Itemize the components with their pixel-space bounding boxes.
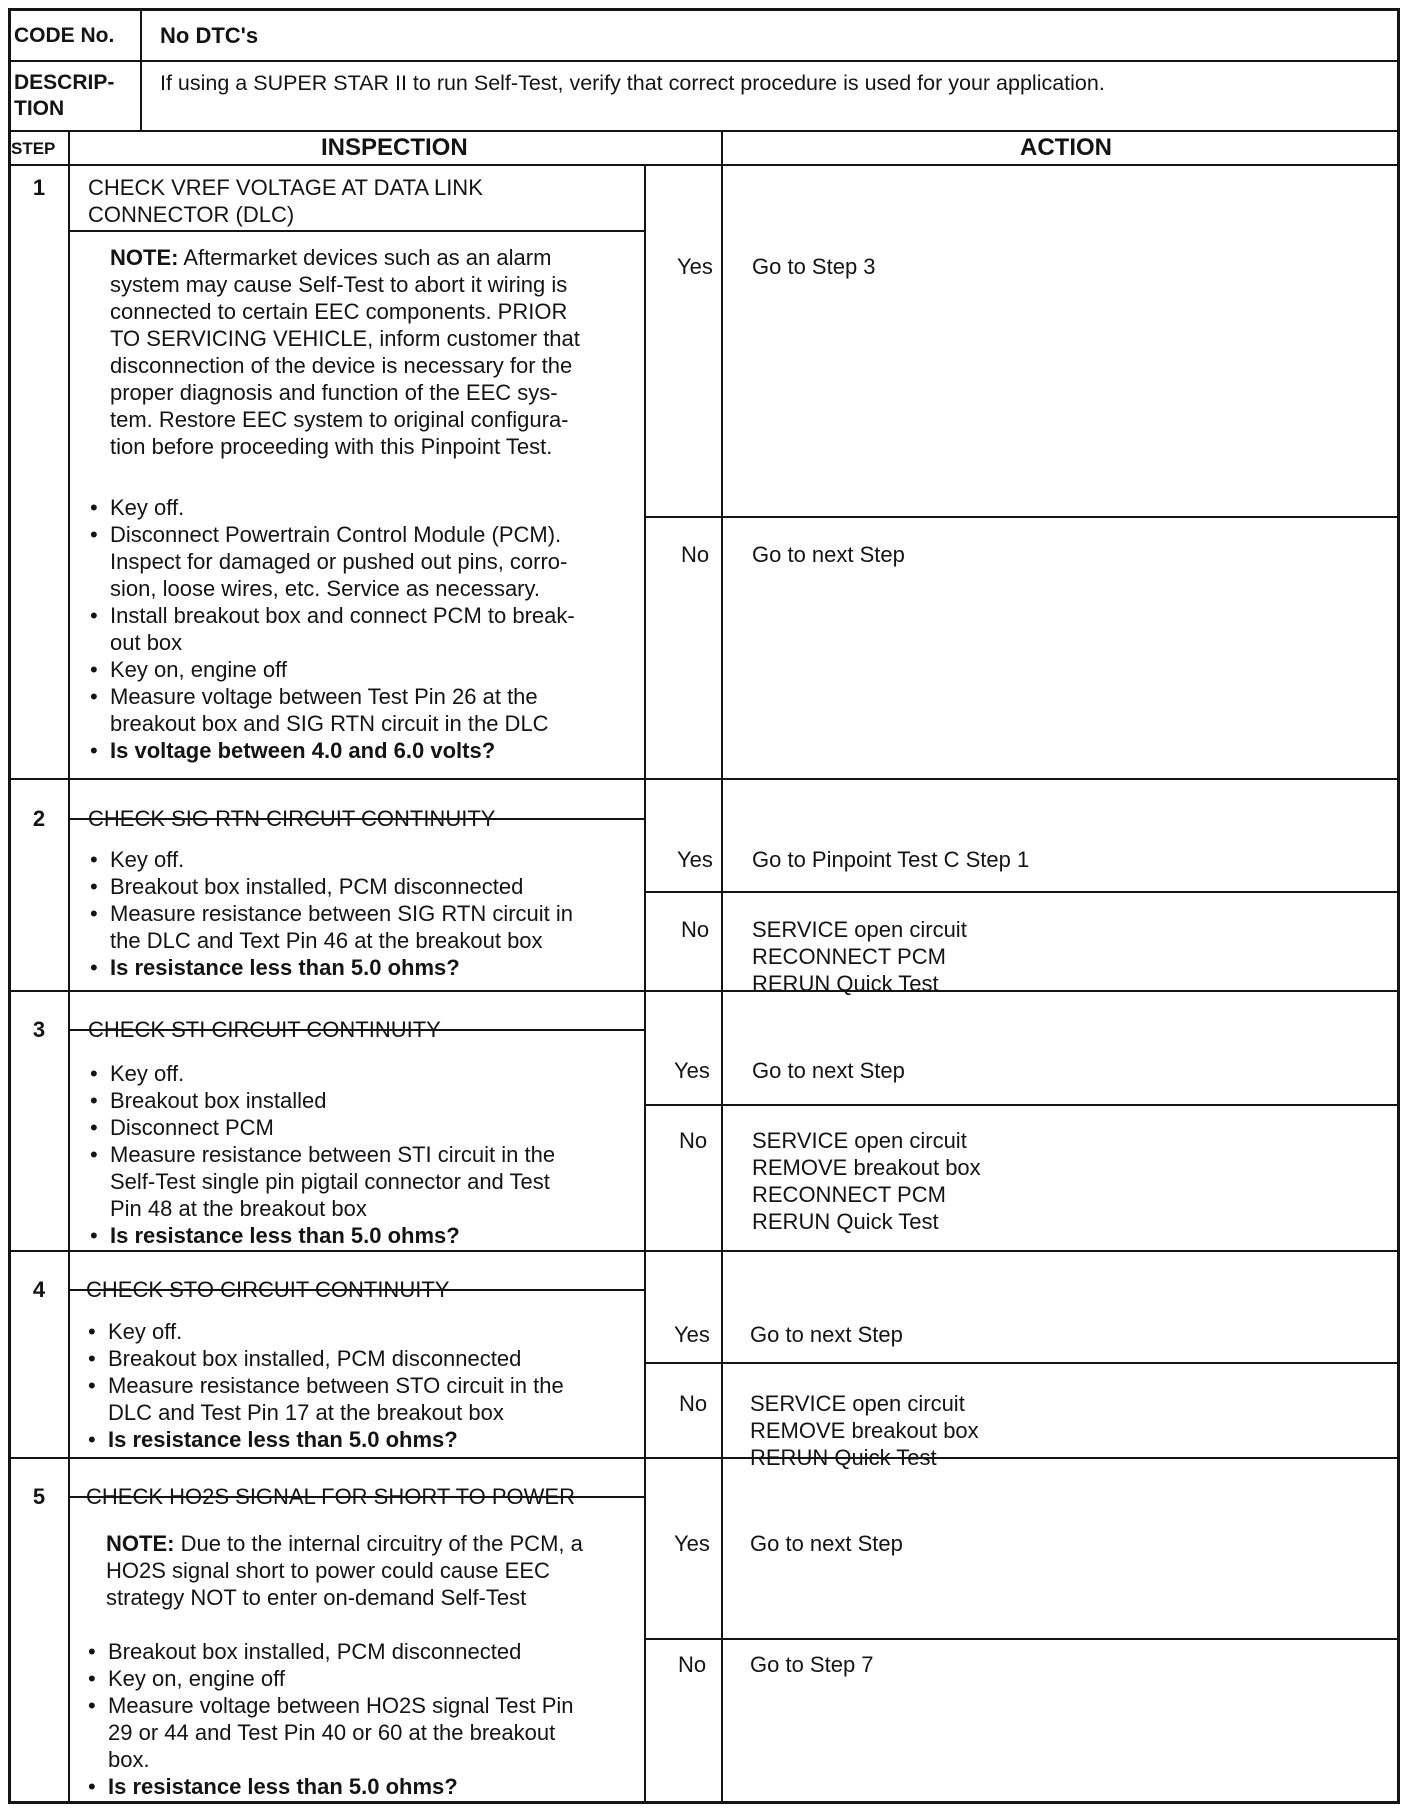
step-number-1: 1 bbox=[32, 175, 46, 200]
step-5-note: NOTE: Due to the internal circuitry of the PCM, a HO2S signal short to power could cause EEC strategy NOT to enter on-demand Self-Test bbox=[106, 1531, 583, 1610]
list-item: • Breakout box installed, PCM disconnected bbox=[90, 874, 524, 899]
frame-right bbox=[1397, 8, 1400, 1804]
question: • Is resistance less than 5.0 ohms? bbox=[90, 955, 460, 980]
step-2-bullets bbox=[88, 846, 573, 981]
step-3-yes-action: Go to next Step bbox=[752, 1058, 905, 1083]
rule-title-1 bbox=[69, 230, 645, 232]
frame-left bbox=[8, 8, 11, 1804]
step-3-no-action: SERVICE open circuit REMOVE breakout box RECONNECT PCM RERUN Quick Test bbox=[752, 1128, 981, 1234]
column-action: ACTION bbox=[1020, 134, 1112, 161]
step-number-4: 4 bbox=[32, 1277, 46, 1302]
list-item: • Measure voltage between HO2S signal Test Pin 29 or 44 and Test Pin 40 or 60 at the breakout box. bbox=[88, 1693, 574, 1772]
step-1-bullets bbox=[88, 494, 575, 764]
question: • Is voltage between 4.0 and 6.0 volts? bbox=[90, 738, 496, 763]
list-item: • Key off. bbox=[88, 1319, 183, 1344]
step-2-title: CHECK SIG RTN CIRCUIT CONTINUITY bbox=[88, 806, 496, 831]
step-1-yes-action: Go to Step 3 bbox=[752, 254, 876, 279]
question: • Is resistance less than 5.0 ohms? bbox=[88, 1774, 458, 1799]
step-3-no-label: No bbox=[679, 1128, 708, 1153]
rule-step-4 bbox=[8, 1250, 1400, 1252]
question: • Is resistance less than 5.0 ohms? bbox=[90, 1223, 460, 1248]
code-value: No DTC's bbox=[160, 23, 259, 48]
column-step: STEP bbox=[11, 139, 56, 158]
rule-step-5 bbox=[8, 1457, 1400, 1459]
step-1-no-action: Go to next Step bbox=[752, 542, 905, 567]
question: • Is resistance less than 5.0 ohms? bbox=[88, 1427, 458, 1452]
step-4-yes-action: Go to next Step bbox=[750, 1322, 903, 1347]
step-5-bullets bbox=[86, 1638, 574, 1800]
step-number-2: 2 bbox=[32, 806, 46, 831]
rule-code bbox=[8, 60, 1400, 62]
list-item: • Key off. bbox=[90, 495, 185, 520]
step-1-yes-label: Yes bbox=[677, 254, 713, 279]
step-1-note: NOTE: Aftermarket devices such as an alarm system may cause Self-Test to abort it wiring is connected to certain EEC components. PRIOR TO SERVICING VEHICLE, inform customer that disconnection of the device is necessary for the proper diagnosis and function of the EEC sys- tem. Restore EEC system to original configura- tion before proceeding with this Pinpoint Test. bbox=[110, 245, 580, 459]
step-2-no-label: No bbox=[681, 917, 710, 942]
description-label-2: TION bbox=[14, 97, 65, 120]
step-number-3: 3 bbox=[32, 1017, 46, 1042]
list-item: • Key off. bbox=[90, 847, 185, 872]
rule-action-divider bbox=[721, 130, 723, 1802]
step-4-yes-label: Yes bbox=[674, 1322, 710, 1347]
step-1-no-label: No bbox=[681, 542, 710, 567]
list-item: • Install breakout box and connect PCM to break- out box bbox=[90, 603, 575, 655]
rule-yesno-3 bbox=[645, 1104, 1399, 1106]
list-item: • Disconnect PCM bbox=[90, 1115, 274, 1140]
step-5-title: CHECK HO2S SIGNAL FOR SHORT TO POWER bbox=[86, 1484, 575, 1509]
column-inspection: INSPECTION bbox=[321, 134, 468, 161]
list-item: • Key on, engine off bbox=[88, 1666, 285, 1691]
list-item: • Breakout box installed, PCM disconnected bbox=[88, 1346, 522, 1371]
step-3-yes-label: Yes bbox=[674, 1058, 710, 1083]
step-4-bullets bbox=[86, 1318, 564, 1453]
step-4-no-action: SERVICE open circuit REMOVE breakout box RERUN Quick Test bbox=[750, 1391, 979, 1470]
frame-bottom bbox=[8, 1801, 1400, 1804]
rule-step-divider bbox=[68, 130, 70, 1802]
list-item: • Measure resistance between STO circuit in the DLC and Test Pin 17 at the breakout box bbox=[88, 1373, 564, 1425]
code-label: CODE No. bbox=[14, 24, 115, 47]
step-3-bullets bbox=[88, 1060, 555, 1249]
step-number-5: 5 bbox=[32, 1484, 46, 1509]
step-5-yes-action: Go to next Step bbox=[750, 1531, 903, 1556]
description-label-1: DESCRIP- bbox=[14, 71, 115, 94]
step-2-yes-label: Yes bbox=[677, 847, 713, 872]
rule-yesno-divider bbox=[644, 165, 646, 1802]
list-item: • Breakout box installed bbox=[90, 1088, 327, 1113]
step-3-title: CHECK STI CIRCUIT CONTINUITY bbox=[88, 1017, 441, 1042]
step-5-yes-label: Yes bbox=[674, 1531, 710, 1556]
rule-label-divider bbox=[140, 8, 142, 131]
step-4-no-label: No bbox=[679, 1391, 708, 1416]
rule-step-2 bbox=[8, 778, 1400, 780]
step-2-yes-action: Go to Pinpoint Test C Step 1 bbox=[752, 847, 1030, 872]
step-2-no-action: SERVICE open circuit RECONNECT PCM RERUN Quick Test bbox=[752, 917, 967, 996]
rule-yesno-2 bbox=[645, 891, 1399, 893]
list-item: • Breakout box installed, PCM disconnected bbox=[88, 1639, 522, 1664]
list-item: • Key off. bbox=[90, 1061, 185, 1086]
rule-yesno-1 bbox=[645, 516, 1399, 518]
list-item: • Key on, engine off bbox=[90, 657, 287, 682]
list-item: • Measure resistance between STI circuit in the Self-Test single pin pigtail connector and Test Pin 48 at the breakout box bbox=[90, 1142, 556, 1221]
rule-yesno-4 bbox=[645, 1362, 1399, 1364]
frame-top bbox=[8, 8, 1400, 11]
rule-description bbox=[8, 130, 1400, 132]
list-item: • Measure voltage between Test Pin 26 at the breakout box and SIG RTN circuit in the DLC bbox=[90, 684, 549, 736]
list-item: • Disconnect Powertrain Control Module (PCM). Inspect for damaged or pushed out pins, corro- sion, loose wires, etc. Service as necessary. bbox=[90, 522, 568, 601]
step-4-title: CHECK STO CIRCUIT CONTINUITY bbox=[86, 1277, 450, 1302]
step-1-title: CHECK VREF VOLTAGE AT DATA LINK CONNECTOR (DLC) bbox=[88, 175, 483, 227]
rule-yesno-5 bbox=[645, 1638, 1399, 1640]
diagnostic-chart bbox=[8, 8, 1400, 1804]
rule-step-3 bbox=[8, 990, 1400, 992]
description-text: If using a SUPER STAR II to run Self-Test, verify that correct procedure is used for your application. bbox=[160, 71, 1105, 95]
list-item: • Measure resistance between SIG RTN circuit in the DLC and Text Pin 46 at the breakout box bbox=[90, 901, 573, 953]
step-5-no-action: Go to Step 7 bbox=[750, 1652, 874, 1677]
step-5-no-label: No bbox=[678, 1652, 707, 1677]
rule-column-header bbox=[8, 164, 1400, 166]
